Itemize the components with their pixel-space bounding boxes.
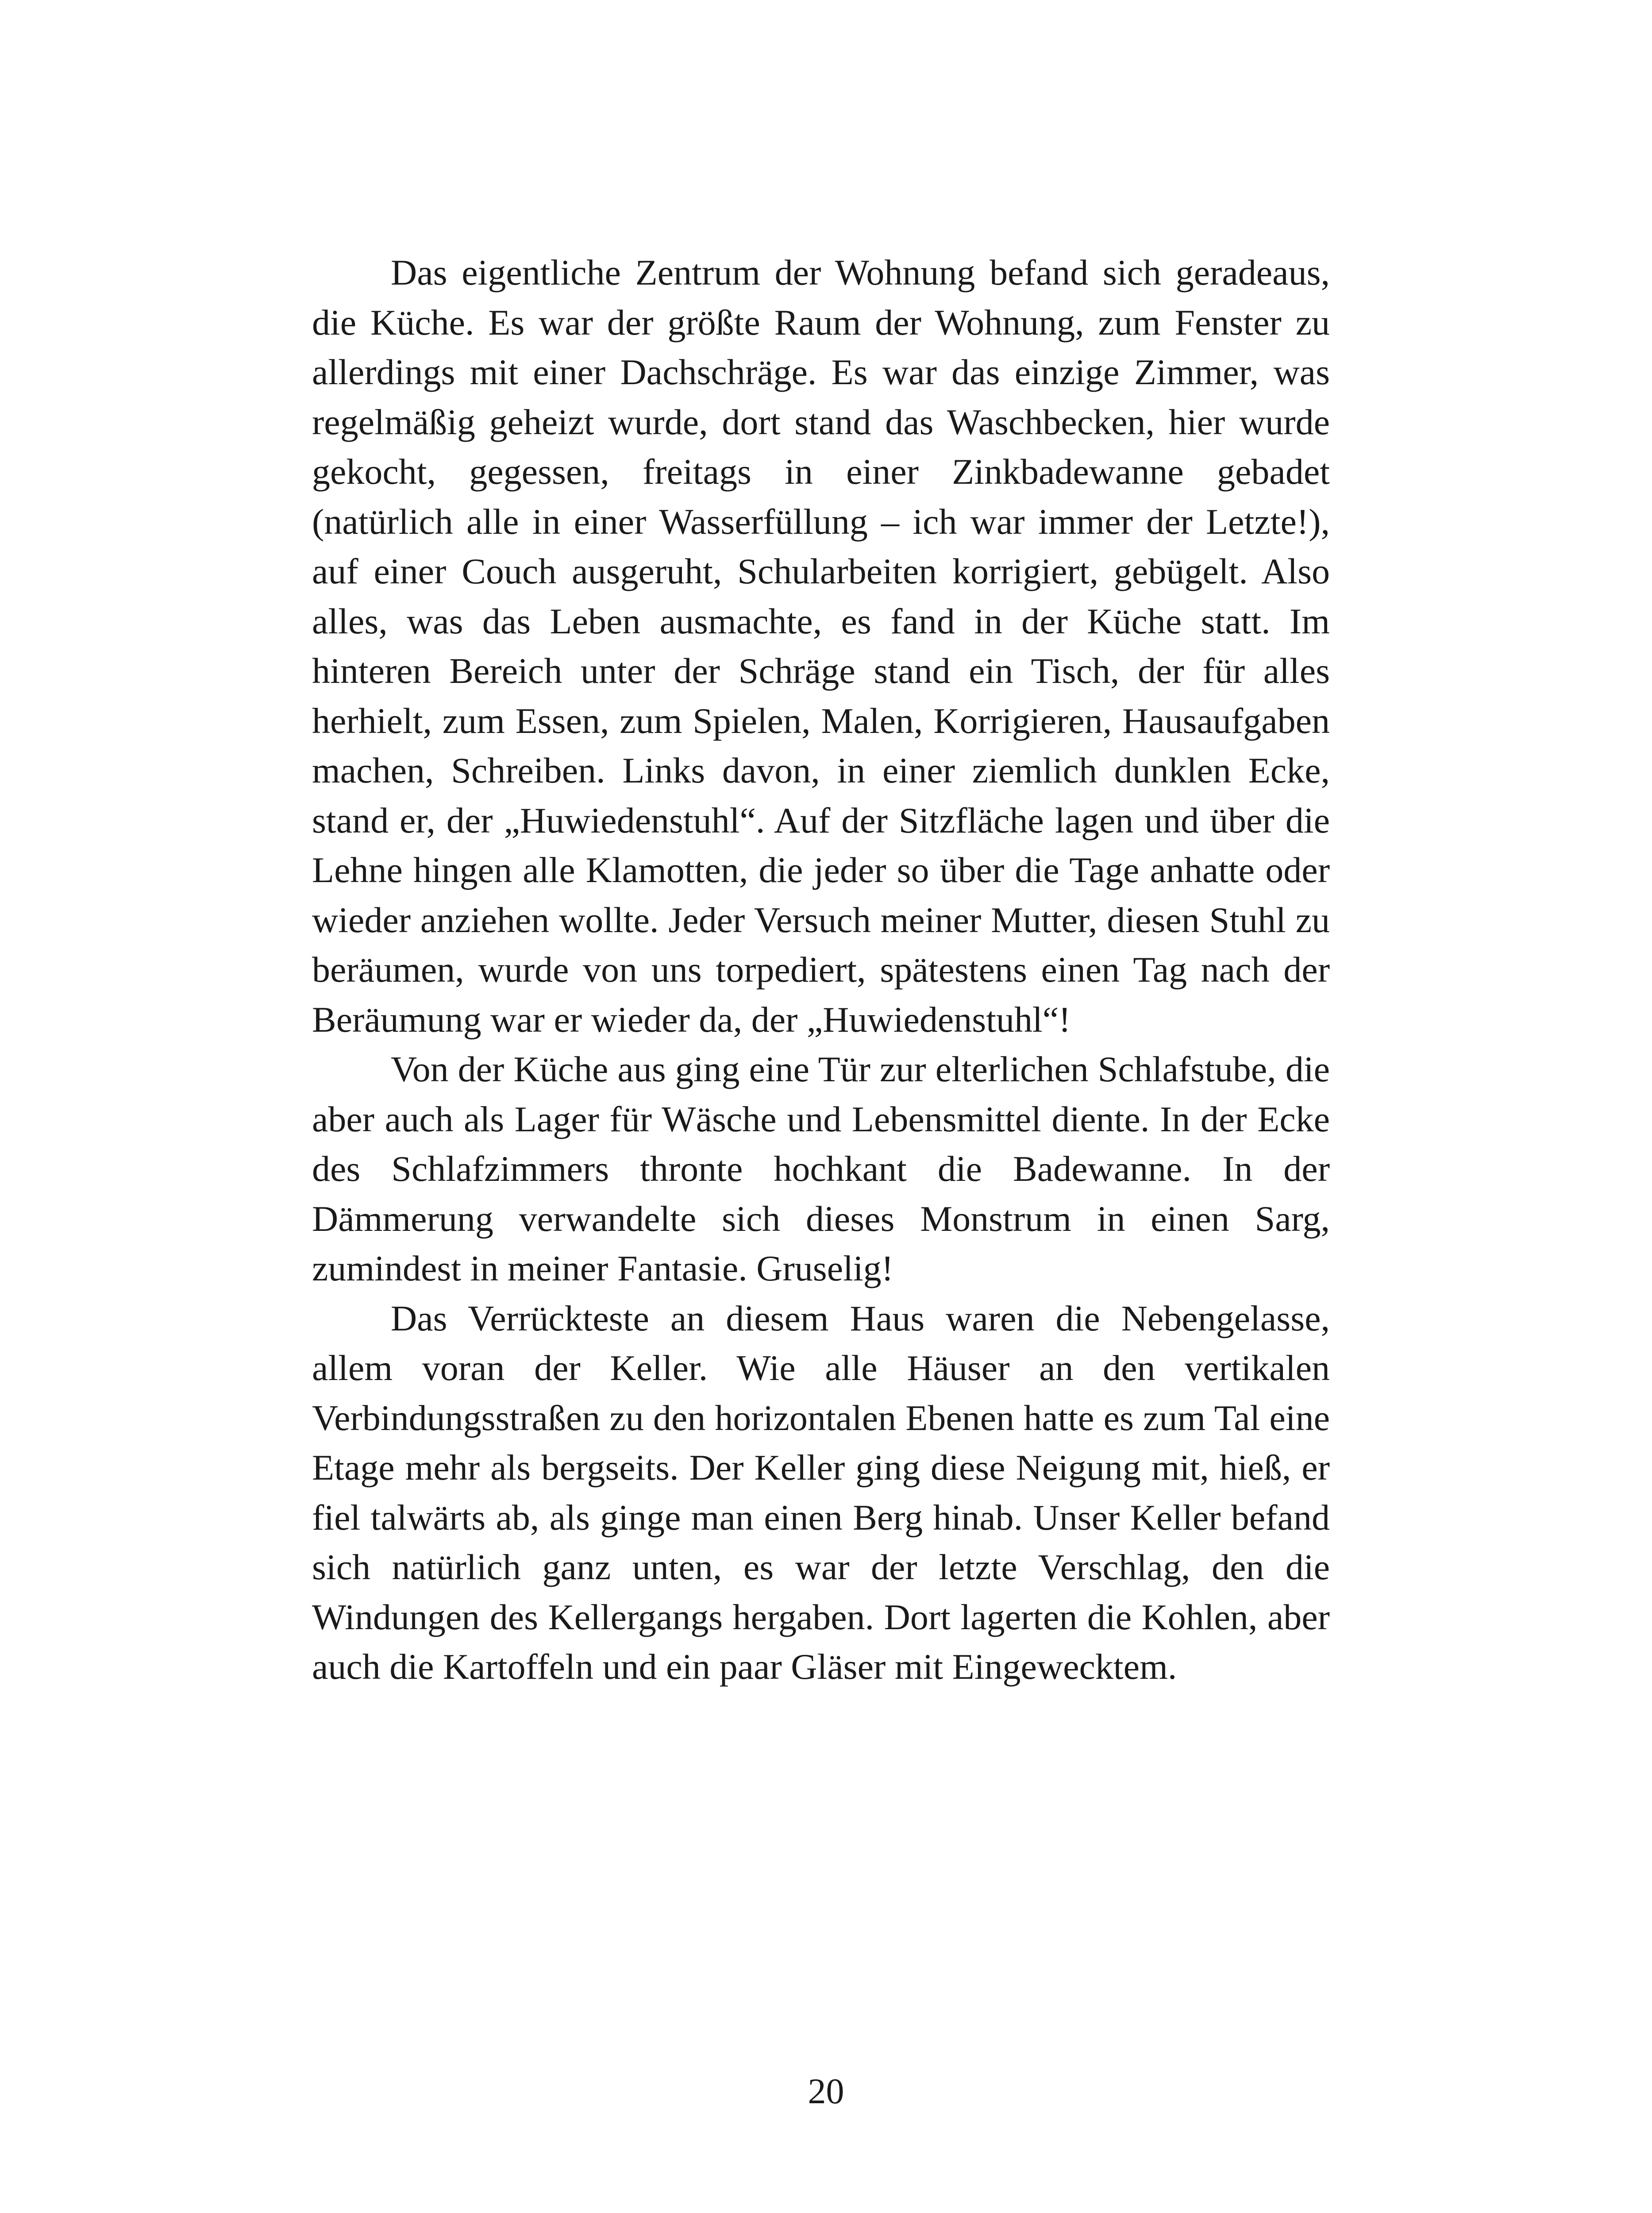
paragraph-kitchen: Das eigentliche Zentrum der Wohnung befand sich geradeaus, die Küche. Es war der größte Raum der Wohnung, zum Fenster zu allerdings mit einer Dachschräge. Es war das einzige Zimmer, was regelmäßig geheizt wurde, dort stand das Waschbecken, hier wurde gekocht, gegessen, freitags in einer Zinkbadewanne gebadet (natürlich alle in einer Wasserfüllung – ich war immer der Letzte!), auf einer Couch ausgeruht, Schularbeiten korrigiert, gebügelt. Also alles, was das Leben ausmachte, es fand in der Küche statt. Im hinteren Bereich unter der Schräge stand ein Tisch, der für alles herhielt, zum Essen, zum Spielen, Malen, Korrigieren, Hausaufgaben machen, Schreiben. Links davon, in einer ziemlich dunklen Ecke, stand er, der „Huwiedenstuhl“. Auf der Sitzfläche lagen und über die Lehne hingen alle Klamotten, die jeder so über die Tage anhatte oder wieder anziehen wollte. Jeder Versuch meiner Mutter, diesen Stuhl zu beräumen, wurde von uns torpediert, spätestens einen Tag nach der Beräumung war er wieder da, der „Huwiedenstuhl“! <box>312 252 1330 1040</box>
paragraph-bedroom: Von der Küche aus ging eine Tür zur elterlichen Schlafstube, die aber auch als Lager für Wäsche und Lebensmittel diente. In der Ecke des Schlafzimmers thronte hochkant die Badewanne. In der Dämmerung verwandelte sich dieses Monstrum in einen Sarg, zumindest in meiner Fantasie. Gruselig! <box>312 1049 1330 1288</box>
page-number: 20 <box>808 2071 844 2111</box>
body-text <box>312 248 1330 1692</box>
paragraph-cellar: Das Verrückteste an diesem Haus waren die Nebengelasse, allem voran der Keller. Wie alle Häuser an den vertikalen Verbindungsstraßen zu den horizontalen Ebenen hatte es zum Tal eine Etage mehr als bergseits. Der Keller ging diese Neigung mit, hieß, er fiel talwärts ab, als ginge man einen Berg hinab. Unser Keller befand sich natürlich ganz unten, es war der letzte Verschlag, den die Windungen des Kellergangs hergaben. Dort lagerten die Kohlen, aber auch die Kartoffeln und ein paar Gläser mit Eingewecktem. <box>312 1298 1330 1687</box>
